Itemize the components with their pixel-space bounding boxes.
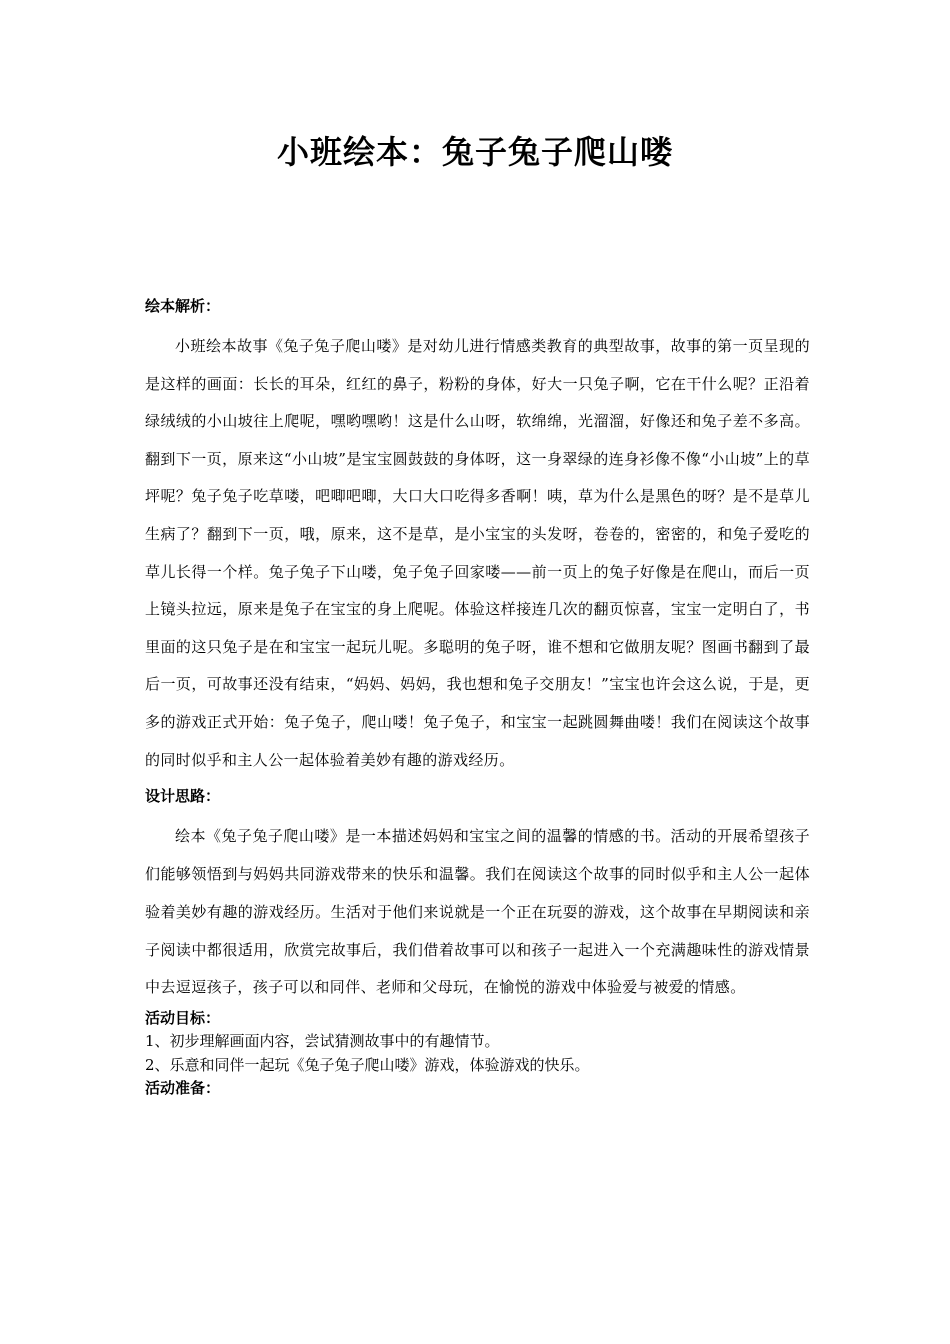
goal-item: 1、初步理解画面内容，尝试猜测故事中的有趣情节。 [145,1032,500,1051]
goal-list [145,1029,810,1077]
document-body [145,295,810,1099]
design-paragraph: 绘本《兔子兔子爬山喽》是一本描述妈妈和宝宝之间的温馨的情感的书。活动的开展希望孩子们能够领悟到与妈妈共同游戏带来的快乐和温馨。我们在阅读这个故事的同时似乎和主人公一起体验着美妙有趣的游戏经历。生活对于他们来说就是一个正在玩耍的游戏，这个故事在早期阅读和亲子阅读中都很适用，欣赏完故事后，我们借着故事可以和孩子一起进入一个充满趣味性的游戏情景中去逗逗孩子，孩子可以和同伴、老师和父母玩，在愉悦的游戏中体验爱与被爱的情感。 [145,827,810,997]
goal-item: 2、乐意和同伴一起玩《兔子兔子爬山喽》游戏，体验游戏的快乐。 [145,1056,590,1075]
page-title: 小班绘本：兔子兔子爬山喽 [276,133,673,171]
section-heading-goals: 活动目标： [145,1009,221,1028]
analysis-paragraph: 小班绘本故事《兔子兔子爬山喽》是对幼儿进行情感类教育的典型故事，故事的第一页呈现的是这样的画面：长长的耳朵，红红的鼻子，粉粉的身体，好大一只兔子啊，它在干什么呢？正沿着绿绒绒的小山坡往上爬呢，嘿哟嘿哟！这是什么山呀，软绵绵，光溜溜，好像还和兔子差不多高。翻到下一页，原来这“小山坡”是宝宝圆鼓鼓的身体呀，这一身翠绿的连身衫像不像“小山坡”上的草坪呢？兔子兔子吃草喽，吧唧吧唧，大口大口吃得多香啊！咦，草为什么是黑色的呀？是不是草儿生病了？翻到下一页，哦，原来，这不是草，是小宝宝的头发呀，卷卷的，密密的，和兔子爱吃的草儿长得一个样。兔子兔子下山喽，兔子兔子回家喽——前一页上的兔子好像是在爬山，而后一页上镜头拉远，原来是兔子在宝宝的身上爬呢。体验这样接连几次的翻页惊喜，宝宝一定明白了，书里面的这只兔子是在和宝宝一起玩儿呢。多聪明的兔子呀，谁不想和它做朋友呢？图画书翻到了最后一页，可故事还没有结束，“妈妈、妈妈，我也想和兔子交朋友！”宝宝也许会这么说，于是，更多的游戏正式开始：兔子兔子，爬山喽！兔子兔子，和宝宝一起跳圆舞曲喽！我们在阅读这个故事的同时似乎和主人公一起体验着美妙有趣的游戏经历。 [145,337,810,769]
section-heading-design: 设计思路： [145,787,221,806]
section-heading-preparation: 活动准备： [145,1079,221,1098]
section-heading-analysis: 绘本解析： [145,297,221,315]
